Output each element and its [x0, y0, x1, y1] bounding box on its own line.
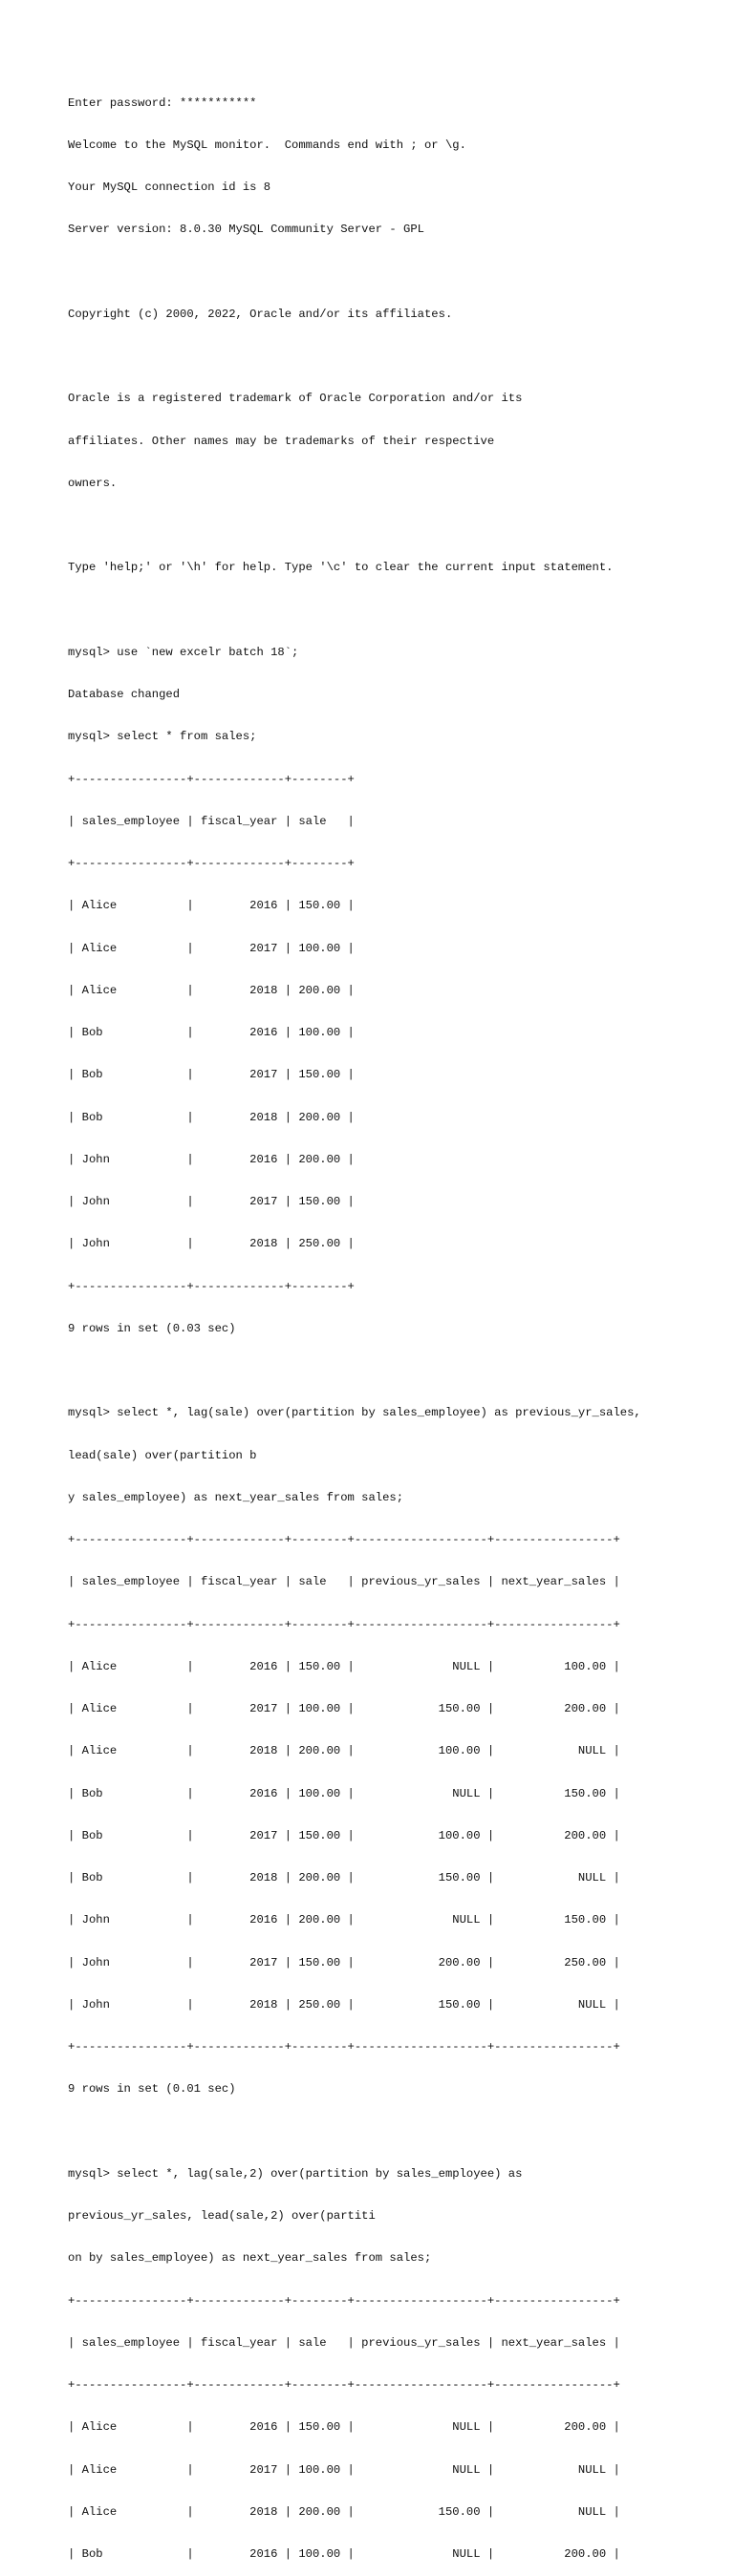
table-border-line: +----------------+-------------+--------+-------------------+-----------------+	[68, 2040, 620, 2054]
table-row: | Bob | 2017 | 150.00 |	[68, 1068, 355, 1082]
table-row: | Alice | 2017 | 100.00 |	[68, 941, 355, 955]
table-border-line: +----------------+-------------+--------+	[68, 772, 355, 786]
table-row: | Alice | 2018 | 200.00 | 100.00 | NULL |	[68, 1744, 620, 1758]
trademark-line: affiliates. Other names may be trademarks of their respective	[68, 434, 495, 448]
table-row: | Bob | 2018 | 200.00 |	[68, 1110, 355, 1124]
table-header-line: | sales_employee | fiscal_year | sale |	[68, 814, 355, 828]
table-row: | Bob | 2016 | 100.00 | NULL | 200.00 |	[68, 2547, 620, 2561]
table-row: | Alice | 2016 | 150.00 |	[68, 899, 355, 913]
blank-line	[68, 266, 641, 280]
blank-line	[68, 519, 641, 533]
blank-line	[68, 2125, 641, 2140]
table-row: | Bob | 2017 | 150.00 | 100.00 | 200.00 |	[68, 1828, 620, 1842]
table-border-line: +----------------+-------------+--------+-------------------+-----------------+	[68, 2378, 620, 2392]
table-row: | Alice | 2017 | 100.00 | 150.00 | 200.00 |	[68, 1702, 620, 1715]
output-line: Database changed	[68, 688, 181, 701]
blank-line	[68, 1364, 641, 1378]
command-line: mysql> use `new excelr batch 18`;	[68, 645, 299, 659]
table-row: | Bob | 2016 | 100.00 |	[68, 1026, 355, 1039]
command-line: mysql> select * from sales;	[68, 730, 257, 744]
command-line: mysql> select *, lag(sale,2) over(partition by sales_employee) as	[68, 2166, 523, 2181]
command-line: on by sales_employee) as next_year_sales from sales;	[68, 2251, 432, 2266]
table-row: | John | 2016 | 200.00 | NULL | 150.00 |	[68, 1913, 620, 1927]
password-prompt-line: Enter password: ***********	[68, 96, 257, 110]
connection-id-line: Your MySQL connection id is 8	[68, 181, 271, 194]
copyright-line: Copyright (c) 2000, 2022, Oracle and/or its affiliates.	[68, 307, 453, 321]
result-summary-line: 9 rows in set (0.03 sec)	[68, 1321, 236, 1335]
help-hint-line: Type 'help;' or '\h' for help. Type '\c' to clear the current input statement.	[68, 561, 614, 575]
table-row: | John | 2018 | 250.00 | 150.00 | NULL |	[68, 1997, 620, 2012]
table-row: | John | 2017 | 150.00 | 200.00 | 250.00 |	[68, 1955, 620, 1969]
table-row: | Alice | 2018 | 200.00 | 150.00 | NULL |	[68, 2504, 620, 2519]
result-summary-line: 9 rows in set (0.01 sec)	[68, 2082, 236, 2097]
blank-line	[68, 350, 641, 364]
welcome-line: Welcome to the MySQL monitor. Commands end with ; or \g.	[68, 138, 466, 152]
table-border-line: +----------------+-------------+--------+-------------------+-----------------+	[68, 1533, 620, 1546]
table-row: | Alice | 2017 | 100.00 | NULL | NULL |	[68, 2462, 620, 2477]
command-line: previous_yr_sales, lead(sale,2) over(partiti	[68, 2209, 376, 2223]
command-line: y sales_employee) as next_year_sales from sales;	[68, 1490, 404, 1504]
command-line: mysql> select *, lag(sale) over(partition by sales_employee) as previous_yr_sales,	[68, 1406, 641, 1420]
command-line: lead(sale) over(partition b	[68, 1448, 257, 1462]
table-border-line: +----------------+-------------+--------+-------------------+-----------------+	[68, 1617, 620, 1631]
table-border-line: +----------------+-------------+--------+-------------------+-----------------+	[68, 2293, 620, 2308]
trademark-line: Oracle is a registered trademark of Oracle Corporation and/or its	[68, 392, 523, 406]
table-row: | John | 2018 | 250.00 |	[68, 1237, 355, 1251]
table-row: | Alice | 2016 | 150.00 | NULL | 100.00 |	[68, 1659, 620, 1673]
table-row: | John | 2016 | 200.00 |	[68, 1152, 355, 1166]
table-row: | Bob | 2016 | 100.00 | NULL | 150.00 |	[68, 1786, 620, 1800]
table-row: | John | 2017 | 150.00 |	[68, 1195, 355, 1208]
table-row: | Alice | 2016 | 150.00 | NULL | 200.00 |	[68, 2420, 620, 2435]
blank-line	[68, 604, 641, 618]
terminal-output	[68, 68, 641, 2576]
table-row: | Bob | 2018 | 200.00 | 150.00 | NULL |	[68, 1871, 620, 1884]
table-border-line: +----------------+-------------+--------+	[68, 1279, 355, 1293]
server-version-line: Server version: 8.0.30 MySQL Community Server - GPL	[68, 223, 424, 237]
table-header-line: | sales_employee | fiscal_year | sale | previous_yr_sales | next_year_sales |	[68, 1575, 620, 1589]
trademark-line: owners.	[68, 476, 118, 490]
table-row: | Alice | 2018 | 200.00 |	[68, 983, 355, 997]
table-header-line: | sales_employee | fiscal_year | sale | previous_yr_sales | next_year_sales |	[68, 2335, 620, 2350]
table-border-line: +----------------+-------------+--------+	[68, 857, 355, 870]
